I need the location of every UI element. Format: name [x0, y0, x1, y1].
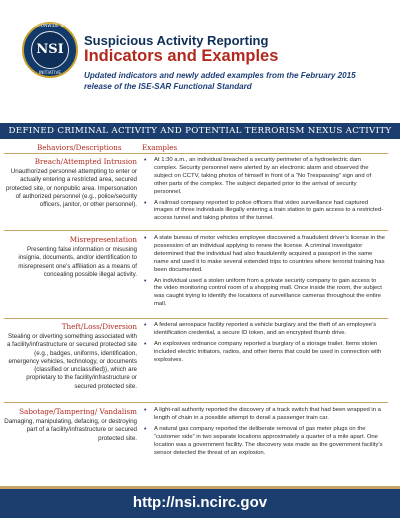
- example-text: A federal aerospace facility reported a vehicle burglary and the theft of an employee’s identification credential, a secure ID token, and an encrypted thumb drive.: [154, 322, 377, 336]
- subtitle: Updated indicators and newly added examples from the February 2015 release of the ISE-SAR Functional Standard: [84, 71, 356, 91]
- row-misrepresentation-examples: [140, 235, 385, 312]
- bullet-dot-icon: •: [144, 322, 147, 329]
- example-bullet: [140, 322, 385, 338]
- column-header-behaviors: Behaviors/Descriptions: [37, 143, 122, 152]
- header: [0, 0, 400, 122]
- example-bullet: [140, 407, 385, 423]
- category-description: Presenting false information or misusing insignia, documents, and/or identification to misrepresent one’s affiliation as a means of concealing possible illegal activity.: [18, 246, 137, 278]
- category-title: Breach/Attempted Intrusion: [34, 157, 137, 166]
- example-bullet: [140, 235, 385, 275]
- title-line-2: Indicators and Examples: [84, 47, 279, 65]
- example-text: An explosives ordnance company reported a burglary of a storage trailer. Items stolen included electric initiators, radios, and other items that could be used in connection with explosives.: [154, 340, 382, 363]
- logo-seal: [31, 31, 69, 69]
- column-header-examples: Examples: [142, 143, 178, 152]
- bullet-dot-icon: •: [144, 199, 147, 207]
- footer: [0, 489, 400, 518]
- nsi-logo: [22, 22, 78, 78]
- logo-center-text: NSI: [36, 42, 64, 57]
- example-text: A light-rail authority reported the discovery of a track switch that had been wrapped in a length of chain in a possible attempt to derail a passenger train car.: [154, 407, 381, 421]
- row-divider: [4, 402, 388, 403]
- bullet-dot-icon: •: [144, 340, 147, 348]
- bullet-dot-icon: •: [144, 277, 147, 285]
- row-breach-left: [4, 157, 137, 209]
- header-divider: [4, 153, 388, 154]
- title-line-1: Suspicious Activity Reporting: [84, 33, 269, 48]
- row-breach-examples: [140, 157, 385, 226]
- row-sabotage-left: [4, 407, 137, 443]
- bullet-dot-icon: •: [144, 157, 147, 164]
- logo-ring-top-text: NATIONWIDE SAR: [30, 23, 70, 28]
- row-theft-left: [4, 322, 137, 391]
- footer-url-link[interactable]: http://nsi.ncirc.gov: [132, 494, 268, 511]
- category-description: Stealing or diverting something associated with a facility/infrastructure or secured protected site (e.g., badges, uniforms, identification, emergency vehicles, technology, or documents {classified or unclassified}), which are proprietary to the facility/infrastructure or secured protected site.: [7, 333, 137, 390]
- example-bullet: [140, 278, 385, 310]
- category-title: Sabotage/Tampering/ Vandalism: [19, 407, 137, 416]
- category-description: Unauthorized personnel attempting to enter or actually entering a restricted area, secured protected site, or nonpublic area. Impersonation of authorized personnel (e.g., police/security officers, janitor, or other personnel).: [5, 168, 137, 209]
- row-theft-examples: [140, 322, 385, 368]
- example-text: At 1:30 a.m., an individual breached a security perimeter of a hydroelectric dam complex. Security personnel were alerted by an electronic alarm and observed the subject on CCTV, taking photos of himself in front of a “No Trespassing” sign and of other parts of the complex. The subject departed prior to the arrival of security personnel.: [154, 157, 372, 195]
- logo-ring-bottom-text: INITIATIVE: [38, 70, 62, 75]
- example-text: A railroad company reported to police officers that video surveillance had captured images of three individuals illegally entering a train station to gain access to a restricted-access tunnel and taking photos of the tunnel.: [154, 199, 384, 222]
- example-text: A state bureau of motor vehicles employee discovered a fraudulent driver’s license in the possession of an individual applying to renew the license. A criminal investigator determined that the individual had also fraudulently acquired a passport in the same name and used it to make several extended trips to countries where terrorist training has been documented.: [154, 235, 385, 273]
- section-banner: DEFINED CRIMINAL ACTIVITY AND POTENTIAL TERRORISM NEXUS ACTIVITY: [0, 123, 400, 139]
- example-bullet: [140, 157, 385, 197]
- category-title: Theft/Loss/Diversion: [61, 322, 137, 331]
- bullet-dot-icon: •: [144, 425, 147, 433]
- example-bullet: [140, 426, 385, 458]
- category-description: Damaging, manipulating, defacing, or destroying part of a facility/infrastructure or secured protected site.: [4, 418, 137, 442]
- bullet-dot-icon: •: [144, 407, 147, 414]
- example-bullet: [140, 200, 385, 224]
- example-bullet: [140, 341, 385, 365]
- category-title: Misrepresentation: [69, 235, 137, 244]
- row-divider: [4, 318, 388, 319]
- example-text: An individual used a stolen uniform from a private security company to gain access to the video monitoring control room of a shopping mall. Once inside the room, the subject was caught trying to identify the locations of surveillance cameras throughout the entire mall.: [154, 277, 382, 308]
- example-text: A natural gas company reported the deliberate removal of gas meter plugs on the “customer side” in two separate locations approximately a quarter of a mile apart. One location was a government facility. The discovery was made as the government facility’s sensor detected the threat of an explosion.: [154, 425, 383, 456]
- row-sabotage-examples: [140, 407, 385, 460]
- row-divider: [4, 230, 388, 231]
- row-misrepresentation-left: [4, 235, 137, 279]
- bullet-dot-icon: •: [144, 235, 147, 242]
